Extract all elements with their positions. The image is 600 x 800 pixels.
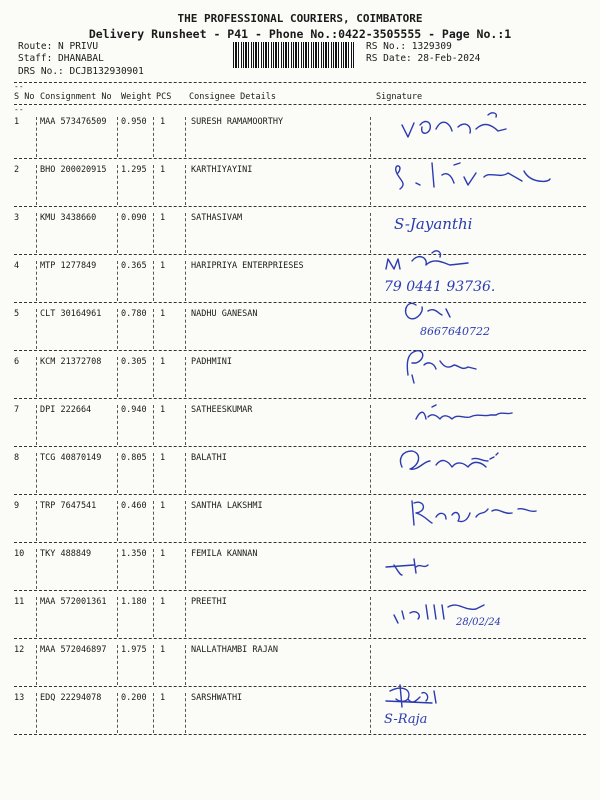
handwritten-text: S-Raja — [384, 712, 428, 727]
col-divider — [370, 549, 371, 589]
col-divider — [36, 213, 37, 253]
signature-handwritten — [372, 479, 582, 529]
row-weight: 0.090 — [121, 213, 147, 223]
row-consignment: TKY 488849 — [40, 549, 92, 559]
row-weight: 0.305 — [121, 357, 147, 367]
row-rule — [14, 734, 586, 735]
signature-handwritten — [372, 287, 582, 337]
col-divider — [36, 597, 37, 637]
row-pcs: 1 — [160, 357, 166, 367]
header-rule-top — [14, 82, 586, 83]
col-divider — [153, 693, 154, 733]
col-divider — [185, 645, 186, 685]
col-divider — [36, 549, 37, 589]
row-consignment: KMU 3438660 — [40, 213, 97, 223]
col-divider — [185, 165, 186, 205]
col-divider — [117, 165, 118, 205]
col-divider — [370, 501, 371, 541]
col-header-signature: Signature — [376, 92, 423, 102]
row-weight: 0.940 — [121, 405, 147, 415]
row-sno: 5 — [14, 309, 20, 319]
col-divider — [36, 693, 37, 733]
row-consignment: TCG 40870149 — [40, 453, 102, 463]
col-header-consignee: Consignee Details — [189, 92, 276, 102]
col-divider — [117, 117, 118, 157]
rs-number: RS No.: 1329309 — [366, 41, 452, 52]
col-divider — [370, 453, 371, 493]
col-divider — [370, 309, 371, 349]
signature-handwritten — [372, 143, 582, 193]
col-divider — [185, 213, 186, 253]
col-divider — [370, 357, 371, 397]
col-divider — [117, 453, 118, 493]
table-row-13 — [0, 693, 600, 741]
row-consignment: BHO 200020915 — [40, 165, 107, 175]
row-weight: 1.350 — [121, 549, 147, 559]
row-weight: 1.975 — [121, 645, 147, 655]
row-consignment: DPI 222664 — [40, 405, 92, 415]
row-sno: 2 — [14, 165, 20, 175]
signature-handwritten — [372, 239, 582, 295]
col-header-consignment: Consignment No — [40, 92, 112, 102]
col-divider — [117, 645, 118, 685]
row-consignee: BALATHI — [191, 453, 227, 463]
row-sno: 1 — [14, 117, 20, 127]
col-divider — [117, 405, 118, 445]
row-consignee: NALLATHAMBI RAJAN — [191, 645, 278, 655]
col-divider — [370, 213, 371, 253]
row-pcs: 1 — [160, 405, 166, 415]
row-consignee: PREETHI — [191, 597, 227, 607]
row-sno: 13 — [14, 693, 25, 703]
col-divider — [36, 405, 37, 445]
col-divider — [185, 309, 186, 349]
row-weight: 0.805 — [121, 453, 147, 463]
col-divider — [36, 309, 37, 349]
row-weight: 0.950 — [121, 117, 147, 127]
rs-date: RS Date: 28-Feb-2024 — [366, 53, 481, 64]
col-divider — [185, 117, 186, 157]
handwritten-text: 8667640722 — [420, 325, 490, 338]
col-divider — [185, 405, 186, 445]
row-sno: 4 — [14, 261, 20, 271]
handwritten-text: S-Jayanthi — [394, 215, 473, 233]
row-consignee: SARSHWATHI — [191, 693, 243, 703]
row-consignment: EDQ 22294078 — [40, 693, 102, 703]
col-divider — [36, 357, 37, 397]
col-divider — [185, 453, 186, 493]
row-consignment: TRP 7647541 — [40, 501, 97, 511]
signature-handwritten — [372, 671, 582, 727]
col-divider — [36, 261, 37, 301]
row-consignee: SATHEESKUMAR — [191, 405, 253, 415]
company-title: THE PROFESSIONAL COURIERS, COIMBATORE — [177, 12, 423, 25]
row-pcs: 1 — [160, 165, 166, 175]
signature-handwritten — [372, 335, 582, 385]
row-weight: 1.180 — [121, 597, 147, 607]
row-consignment: KCM 21372708 — [40, 357, 102, 367]
signature-handwritten — [372, 95, 582, 145]
row-consignee: NADHU GANESAN — [191, 309, 258, 319]
signature-handwritten — [372, 527, 582, 577]
col-divider — [185, 501, 186, 541]
row-pcs: 1 — [160, 453, 166, 463]
signature-handwritten — [372, 191, 582, 241]
row-pcs: 1 — [160, 693, 166, 703]
handwritten-text: 79 0441 93736. — [384, 279, 496, 295]
row-weight: 1.295 — [121, 165, 147, 175]
row-pcs: 1 — [160, 549, 166, 559]
row-pcs: 1 — [160, 213, 166, 223]
col-divider — [117, 597, 118, 637]
col-divider — [185, 357, 186, 397]
col-divider — [153, 165, 154, 205]
col-divider — [36, 165, 37, 205]
col-divider — [117, 261, 118, 301]
row-sno: 10 — [14, 549, 25, 559]
runsheet-subtitle: Delivery Runsheet - P41 - Phone No.:0422-3505555 - Page No.:1 — [88, 27, 512, 41]
signature-handwritten — [372, 383, 582, 433]
row-consignee: PADHMINI — [191, 357, 232, 367]
col-divider — [36, 501, 37, 541]
col-divider — [185, 261, 186, 301]
row-consignment: CLT 30164961 — [40, 309, 102, 319]
col-divider — [370, 405, 371, 445]
row-pcs: 1 — [160, 645, 166, 655]
row-weight: 0.200 — [121, 693, 147, 703]
row-pcs: 1 — [160, 501, 166, 511]
col-divider — [117, 357, 118, 397]
col-divider — [36, 645, 37, 685]
row-sno: 3 — [14, 213, 20, 223]
row-consignment: MTP 1277849 — [40, 261, 97, 271]
row-consignee: HARIPRIYA ENTERPRIESES — [191, 261, 304, 271]
col-divider — [153, 405, 154, 445]
row-consignment: MAA 573476509 — [40, 117, 107, 127]
row-weight: 0.460 — [121, 501, 147, 511]
row-pcs: 1 — [160, 261, 166, 271]
col-divider — [117, 309, 118, 349]
row-rule — [14, 638, 586, 639]
row-consignment: MAA 572001361 — [40, 597, 107, 607]
col-divider — [370, 597, 371, 637]
row-weight: 0.365 — [121, 261, 147, 271]
col-divider — [370, 117, 371, 157]
col-divider — [185, 597, 186, 637]
col-divider — [153, 645, 154, 685]
row-consignee: SATHASIVAM — [191, 213, 243, 223]
row-weight: 0.780 — [121, 309, 147, 319]
col-divider — [153, 501, 154, 541]
signature-handwritten — [372, 431, 582, 481]
col-divider — [370, 693, 371, 733]
col-divider — [185, 693, 186, 733]
drs-number: DRS No.: DCJB132930901 — [18, 66, 144, 77]
row-pcs: 1 — [160, 309, 166, 319]
col-header-weight: Weight — [121, 92, 152, 102]
row-sno: 8 — [14, 453, 20, 463]
row-sno: 12 — [14, 645, 25, 655]
row-consignee: SURESH RAMAMOORTHY — [191, 117, 284, 127]
col-divider — [153, 261, 154, 301]
row-consignee: KARTHIYAYINI — [191, 165, 253, 175]
col-divider — [370, 165, 371, 205]
row-sno: 9 — [14, 501, 20, 511]
row-consignee: SANTHA LAKSHMI — [191, 501, 263, 511]
col-divider — [370, 645, 371, 685]
col-divider — [36, 453, 37, 493]
rule-dots: -- — [14, 82, 24, 91]
row-sno: 11 — [14, 597, 25, 607]
barcode — [233, 42, 355, 68]
col-divider — [153, 309, 154, 349]
col-divider — [185, 549, 186, 589]
table-row-11 — [0, 597, 600, 645]
col-divider — [36, 117, 37, 157]
row-sno: 6 — [14, 357, 20, 367]
row-sno: 7 — [14, 405, 20, 415]
row-pcs: 1 — [160, 117, 166, 127]
rule-dots: -- — [14, 105, 24, 114]
handwritten-text: 28/02/24 — [456, 617, 501, 628]
col-divider — [117, 549, 118, 589]
col-header-sno: S No — [14, 92, 35, 102]
row-consignment: MAA 572046897 — [40, 645, 107, 655]
col-divider — [153, 213, 154, 253]
route: Route: N PRIVU — [18, 41, 99, 52]
col-divider — [153, 453, 154, 493]
col-divider — [117, 501, 118, 541]
col-divider — [153, 549, 154, 589]
col-header-pcs: PCS — [156, 92, 172, 102]
row-pcs: 1 — [160, 597, 166, 607]
col-divider — [153, 357, 154, 397]
col-divider — [117, 693, 118, 733]
row-consignee: FEMILA KANNAN — [191, 549, 258, 559]
col-divider — [117, 213, 118, 253]
col-divider — [153, 597, 154, 637]
col-divider — [370, 261, 371, 301]
signature-handwritten — [372, 575, 582, 628]
col-divider — [153, 117, 154, 157]
staff: Staff: DHANABAL — [18, 53, 104, 64]
